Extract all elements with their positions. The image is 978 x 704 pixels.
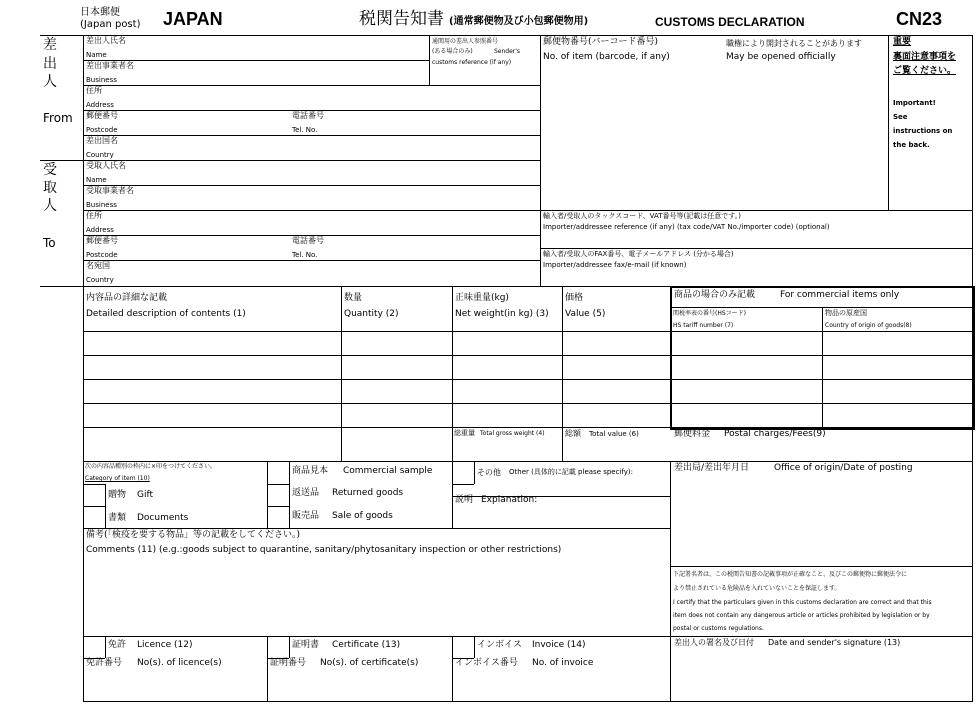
other-jp: その他 (477, 468, 501, 477)
important-jp-3: ご覧ください。 (893, 66, 957, 76)
office-en: Office of origin/Date of posting (774, 463, 913, 473)
documents-en: Documents (137, 513, 189, 523)
category-instr-jp: 次の内容品種別の枠内に×印をつけてください。 (85, 463, 217, 470)
title-jp-sub: (通常郵便物及び小包郵便物用) (449, 16, 589, 27)
origin-en: Country of origin of goods(8) (825, 322, 912, 329)
gift-en: Gift (137, 490, 154, 500)
importer-ref-en: Importer/addressee reference (if any) (tax code/VAT No./importer code) (optional) (543, 223, 830, 231)
important-en-4: the back. (893, 141, 930, 149)
sample-jp: 商品見本 (292, 466, 329, 476)
item-no-jp: 郵便物番号(バーコード番号) (543, 37, 659, 47)
invoice-jp: インボイス (477, 640, 522, 650)
returned-en: Returned goods (332, 488, 404, 498)
addressee-postcode-jp: 郵便番号 (86, 236, 118, 245)
sender-business-en: Business (86, 76, 117, 84)
cert-jp: 証明書 (292, 640, 320, 650)
sender-name-en: Name (86, 51, 107, 59)
important-jp-2: 裏面注意事項を (893, 52, 957, 62)
certify-en-2: item does not contain any dangerous article or articles prohibited by legislation or by (673, 612, 930, 619)
commercial-en: For commercial items only (780, 290, 900, 300)
other-en: Other (具体的に記載 please specify): (509, 468, 633, 476)
hs-jp: 関税率表の番号(HSコード) (673, 310, 747, 317)
addressee-address-en: Address (86, 226, 114, 234)
comments-en: Comments (11) (e.g.:goods subject to quarantine, sanitary/phytosanitary inspection or other restrictions) (86, 545, 562, 555)
postal-jp: 郵便料金 (674, 429, 711, 439)
important-en-1: Important! (893, 99, 936, 107)
invoice-en: Invoice (14) (532, 640, 586, 650)
opened-en: May be opened officially (726, 52, 836, 62)
sender-country-jp: 差出国名 (86, 136, 118, 145)
important-en-3: instructions on (893, 127, 953, 135)
office-jp: 差出局/差出年月日 (674, 463, 750, 473)
certify-jp-1: 下記署名者は、この税関告知書の記載事項が正確なこと、及びこの郵便物に郵便法令に (673, 571, 908, 578)
total-jp: 総額 (565, 429, 581, 438)
addressee-business-en: Business (86, 201, 117, 209)
important-jp-1: 重要 (893, 37, 912, 47)
from-jp-3: 人 (43, 74, 57, 90)
sender-business-jp: 差出事業者名 (86, 61, 134, 70)
desc-jp: 内容品の詳細な記載 (86, 293, 168, 303)
sale-en: Sale of goods (332, 511, 393, 521)
gift-jp: 贈物 (108, 490, 127, 500)
licence-en: Licence (12) (137, 640, 193, 650)
origin-jp: 物品の原産国 (825, 309, 867, 317)
addressee-name-en: Name (86, 176, 107, 184)
importer-ref-jp: 輸入者/受取人のタックスコード、VAT番号等(記載は任意です。) (543, 212, 741, 220)
gross-en: Total gross weight (4) (480, 430, 545, 437)
addressee-country-en: Country (86, 276, 114, 284)
licence-no-jp: 免許番号 (86, 658, 123, 668)
form-code: CN23 (896, 9, 943, 29)
sender-ref-en2: customs reference (if any) (432, 59, 512, 66)
sender-address-en: Address (86, 101, 114, 109)
post-en: (Japan post) (80, 19, 141, 30)
title-en: CUSTOMS DECLARATION (655, 15, 805, 29)
weight-jp: 正味重量(kg) (455, 293, 509, 303)
japan-label: JAPAN (163, 9, 223, 29)
sender-tel-jp: 電話番号 (292, 111, 324, 120)
to-en: To (43, 236, 56, 250)
addressee-tel-en: Tel. No. (292, 251, 318, 259)
qty-en: Quantity (2) (344, 309, 399, 319)
certify-jp-2: より禁止されている危険品を入れていないことを保証します。 (673, 585, 841, 592)
explanation-en: Explanation: (481, 495, 538, 505)
weight-en: Net weight(in kg) (3) (455, 309, 549, 319)
sender-name-jp: 差出人氏名 (86, 36, 126, 45)
addressee-business-jp: 受取事業者名 (86, 186, 134, 195)
documents-jp: 書類 (108, 513, 127, 523)
sender-tel-en: Tel. No. (292, 126, 318, 134)
cert-no-jp: 証明番号 (270, 658, 307, 668)
sender-ref-en1: Sender's (494, 48, 521, 55)
returned-jp: 返送品 (292, 488, 320, 498)
category-instr-en: Category of item (10) (85, 475, 150, 482)
title-jp: 税関告知書 (359, 9, 444, 29)
sender-ref-jp2: (ある場合のみ) (432, 48, 473, 55)
to-jp-1: 受 (43, 162, 57, 178)
sender-country-en: Country (86, 151, 114, 159)
addressee-tel-jp: 電話番号 (292, 236, 324, 245)
importer-fax-jp: 輸入者/受取人のFAX番号、電子メールアドレス (分かる場合) (543, 250, 734, 258)
addressee-postcode-en: Postcode (86, 251, 118, 259)
hs-en: HS tariff number (7) (673, 322, 734, 329)
addressee-country-jp: 名宛国 (86, 261, 110, 270)
value-jp: 価格 (565, 293, 584, 303)
to-jp-3: 人 (43, 198, 57, 214)
postal-en: Postal charges/Fees(9) (724, 429, 826, 439)
certify-en-3: postal or customs regulations. (673, 625, 764, 632)
sender-postcode-en: Postcode (86, 126, 118, 134)
post-jp: 日本郵便 (80, 7, 120, 18)
commercial-jp: 商品の場合のみ記載 (674, 290, 756, 300)
sender-postcode-jp: 郵便番号 (86, 111, 118, 120)
from-jp-1: 差 (43, 37, 57, 53)
addressee-name-jp: 受取人氏名 (86, 161, 126, 170)
gross-jp: 総重量 (454, 429, 475, 437)
desc-en: Detailed description of contents (1) (86, 309, 246, 319)
sender-ref-jp1: 通関用の差出人参照番号 (432, 38, 499, 45)
comments-jp: 備考(「検疫を要する物品」等の記載をしてください。) (86, 530, 301, 540)
signature-jp: 差出人の署名及び日付 (674, 638, 754, 647)
importer-fax-en: Importer/addressee fax/e-mail (if known) (543, 261, 687, 269)
important-en-2: See (893, 113, 908, 121)
qty-jp: 数量 (344, 293, 363, 303)
addressee-address-jp: 住所 (86, 211, 102, 220)
to-jp-2: 取 (43, 180, 57, 196)
licence-jp: 免許 (108, 640, 127, 650)
item-no-en: No. of item (barcode, if any) (543, 52, 670, 62)
invoice-no-en: No. of invoice (532, 658, 594, 668)
explanation-jp: 説明 (455, 495, 474, 505)
sample-en: Commercial sample (343, 466, 433, 476)
from-en: From (43, 111, 73, 125)
cert-no-en: No(s). of certificate(s) (320, 658, 419, 668)
opened-jp: 職権により開封されることがあります (726, 39, 862, 48)
value-en: Value (5) (565, 309, 606, 319)
total-en: Total value (6) (589, 430, 639, 438)
sender-address-jp: 住所 (86, 86, 102, 95)
from-jp-2: 出 (43, 56, 57, 72)
cert-en: Certificate (13) (332, 640, 401, 650)
signature-en: Date and sender's signature (13) (768, 638, 901, 647)
certify-en-1: I certify that the particulars given in this customs declaration are correct and that this (673, 599, 932, 606)
invoice-no-jp: インボイス番号 (455, 658, 518, 668)
sale-jp: 販売品 (292, 511, 320, 521)
licence-no-en: No(s). of licence(s) (137, 658, 222, 668)
